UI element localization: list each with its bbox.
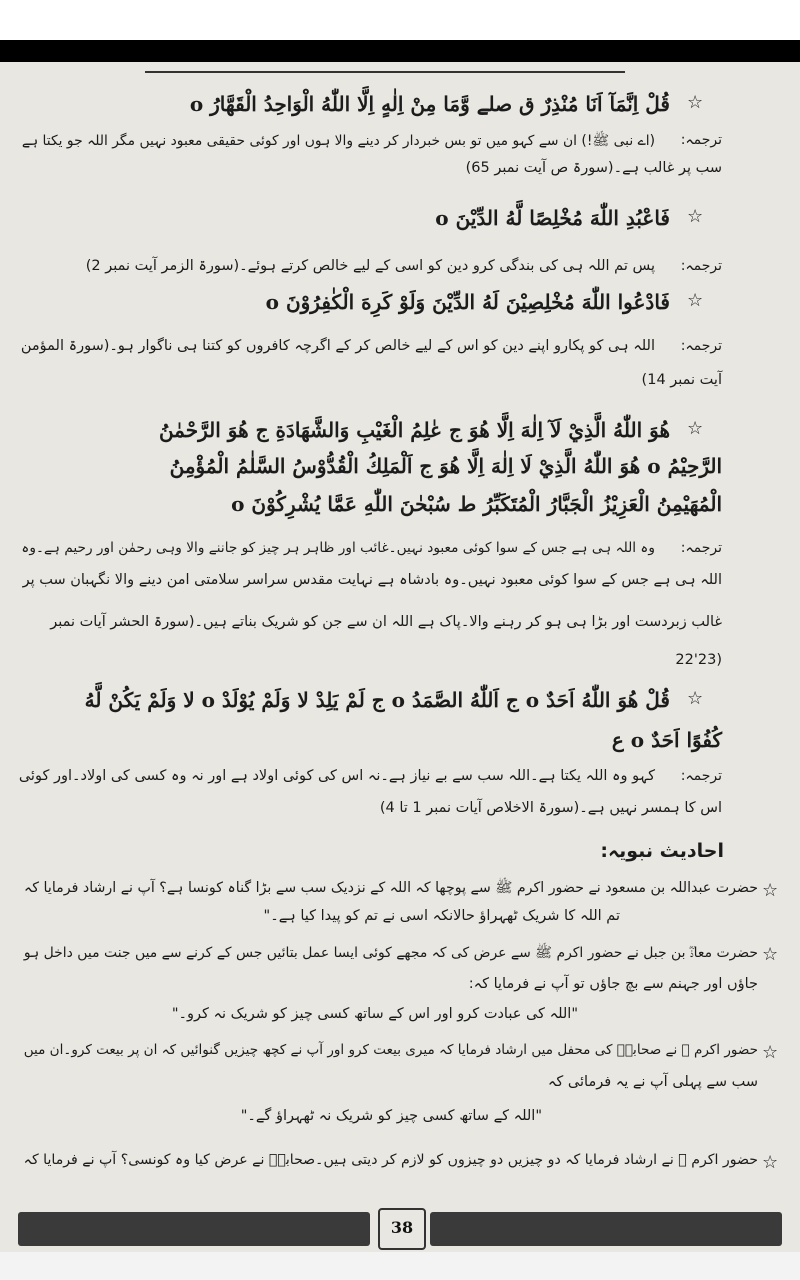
hadith-2-line-1: حضرت معاذؓ بن جبل نے حضور اکرم ﷺ سے عرض کی کہ مجھے کوئی ایسا عمل بتائیں جس کے کرنے سے میں جنت میں داخل ہو <box>23 945 758 961</box>
verse-4-translation-2: اللہ ہی ہے جس کے سوا کوئی معبود نہیں۔وہ بادشاہ ہے نہایت مقدس سراسر سلامتی امن دینے والا نگہبان سب پر <box>22 572 722 588</box>
footer-bar-left <box>18 1212 370 1246</box>
scanned-page <box>0 62 800 1280</box>
header-rule <box>145 71 625 73</box>
top-margin <box>0 0 800 40</box>
star-bullet-icon: ☆ <box>687 688 704 709</box>
verse-1-translation-1: (اے نبی ﷺ!) ان سے کہو میں تو بس خبردار کر دینے والا ہوں اور کوئی حقیقی معبود نہیں مگر اللہ جو یکتا ہے <box>21 133 655 149</box>
verse-4-arabic-2: الرَّحِيْمُ o هُوَ اللّٰهُ الَّذِيْ لَا اِلٰهَ اِلَّا هُوَ ج اَلْمَلِكُ الْقُدُّوْسُ السَّلٰمُ الْمُؤْمِنُ <box>169 454 722 478</box>
verse-4-translation-1: وہ اللہ ہی ہے جس کے سوا کوئی معبود نہیں۔غائب اور ظاہر ہر چیز کو جاننے والا وہی رحمٰن اور رحیم ہے۔وہ <box>21 540 655 556</box>
star-bullet-icon: ☆ <box>687 418 704 439</box>
verse-2-arabic: فَاعْبُدِ اللّٰهَ مُخْلِصًا لَّهُ الدِّيْنَ o <box>435 206 670 230</box>
verse-3-translation-2: آیت نمبر 14) <box>641 372 722 388</box>
verse-1-arabic: قُلْ اِنَّمَآ اَنَا مُنْذِرٌ ق صلے وَّمَا مِنْ اِلٰهٍ اِلَّا اللّٰهُ الْوَاحِدُ الْقَهَّارُ o <box>189 92 670 116</box>
verse-5-label: ترجمہ: <box>680 768 722 784</box>
verse-3-translation-1: اللہ ہی کو پکارو اپنے دین کو اس کے لیے خالص کر کے اگرچہ کافروں کو کتنا ہی ناگوار ہو۔(سورۃ المؤمن <box>20 338 655 354</box>
verse-4-translation-4: (23'22 <box>675 652 722 668</box>
star-bullet-icon: ☆ <box>762 880 779 901</box>
hadith-1-line-1: حضرت عبداللہ بن مسعود نے حضور اکرم ﷺ سے پوچھا کہ اللہ کے نزدیک سب سے بڑا گناہ کونسا ہے؟ آپ نے ارشاد فرمایا کہ <box>23 880 758 896</box>
hadith-3-line-1: حضور اکرم ﷺ نے صحابہؓ کی محفل میں ارشاد فرمایا کہ میری بیعت کرو اور آپ نے کچھ چیزیں گنوائیں کہ ان پر بیعت کرو۔ان میں <box>23 1042 758 1058</box>
hadith-2-line-3: "اللہ کی عبادت کرو اور اس کے ساتھ کسی چیز کو شریک نہ کرو۔" <box>171 1006 578 1022</box>
verse-4-label: ترجمہ: <box>680 540 722 556</box>
verse-1-label: ترجمہ: <box>680 132 722 148</box>
top-black-bar <box>0 40 800 62</box>
bottom-margin <box>0 1252 800 1280</box>
hadith-1-line-2: تم اللہ کا شریک ٹھہراؤ حالانکہ اسی نے تم کو پیدا کیا ہے۔" <box>263 908 620 924</box>
verse-5-arabic-2: كُفُوًا اَحَدٌ o ع <box>611 728 722 752</box>
verse-5-arabic-1: قُلْ هُوَ اللّٰهُ اَحَدٌ o ج اَللّٰهُ الصَّمَدُ o ج لَمْ يَلِدْ لا وَلَمْ يُوْلَدْ o لا وَلَمْ يَكُنْ لَّهُ <box>84 688 670 712</box>
hadith-4-line-1: حضور اکرم ﷺ نے ارشاد فرمایا کہ دو چیزیں دو چیزوں کو لازم کر دیتی ہیں۔صحابہؓ نے عرض کیا وہ کونسی؟ آپ نے فرمایا کہ <box>23 1152 758 1168</box>
verse-4-arabic-1: هُوَ اللّٰهُ الَّذِيْ لَآ اِلٰهَ اِلَّا هُوَ ج عٰلِمُ الْغَيْبِ وَالشَّهَادَةِ ج هُوَ الرَّحْمٰنُ <box>158 418 670 442</box>
verse-3-label: ترجمہ: <box>680 338 722 354</box>
verse-5-translation-1: کہو وہ اللہ یکتا ہے۔اللہ سب سے بے نیاز ہے۔نہ اس کی کوئی اولاد ہے اور نہ وہ کسی کی اولاد۔اور کوئی <box>18 768 655 784</box>
hadith-2-line-2: جاؤں اور جہنم سے بچ جاؤں تو آپ نے فرمایا کہ: <box>468 976 758 992</box>
footer-bar-right <box>430 1212 782 1246</box>
star-bullet-icon: ☆ <box>762 944 779 965</box>
page-number: 38 <box>378 1208 426 1250</box>
star-bullet-icon: ☆ <box>762 1042 779 1063</box>
hadith-heading: احادیث نبویہ: <box>600 840 724 862</box>
verse-2-translation-1: پس تم اللہ ہی کی بندگی کرو دین کو اسی کے لیے خالص کرتے ہوئے۔(سورۃ الزمر آیت نمبر 2) <box>85 258 655 274</box>
verse-1-translation-2: سب پر غالب ہے۔(سورۃ ص آیت نمبر 65) <box>465 160 722 176</box>
hadith-3-line-2: سب سے پہلی آپ نے یہ فرمائی کہ <box>547 1074 758 1090</box>
verse-5-translation-2: اس کا ہمسر نہیں ہے۔(سورۃ الاخلاص آیات نمبر 1 تا 4) <box>379 800 722 816</box>
verse-3-arabic: فَادْعُوا اللّٰهَ مُخْلِصِيْنَ لَهُ الدِّيْنَ وَلَوْ كَرِهَ الْكٰفِرُوْنَ o <box>265 290 670 314</box>
star-bullet-icon: ☆ <box>687 290 704 311</box>
star-bullet-icon: ☆ <box>687 206 704 227</box>
hadith-3-line-3: "اللہ کے ساتھ کسی چیز کو شریک نہ ٹھہراؤ گے۔" <box>240 1108 542 1124</box>
star-bullet-icon: ☆ <box>687 92 704 113</box>
verse-4-arabic-3: الْمُهَيْمِنُ الْعَزِيْزُ الْجَبَّارُ الْمُتَكَبِّرُ ط سُبْحٰنَ اللّٰهِ عَمَّا يُشْرِكُوْنَ o <box>231 492 722 516</box>
star-bullet-icon: ☆ <box>762 1152 779 1173</box>
verse-2-label: ترجمہ: <box>680 258 722 274</box>
verse-4-translation-3: غالب زبردست اور بڑا ہی ہو کر رہنے والا۔پاک ہے اللہ ان سے جن کو شریک بناتے ہیں۔(سورۃ الحشر آیات نمبر <box>50 614 722 630</box>
